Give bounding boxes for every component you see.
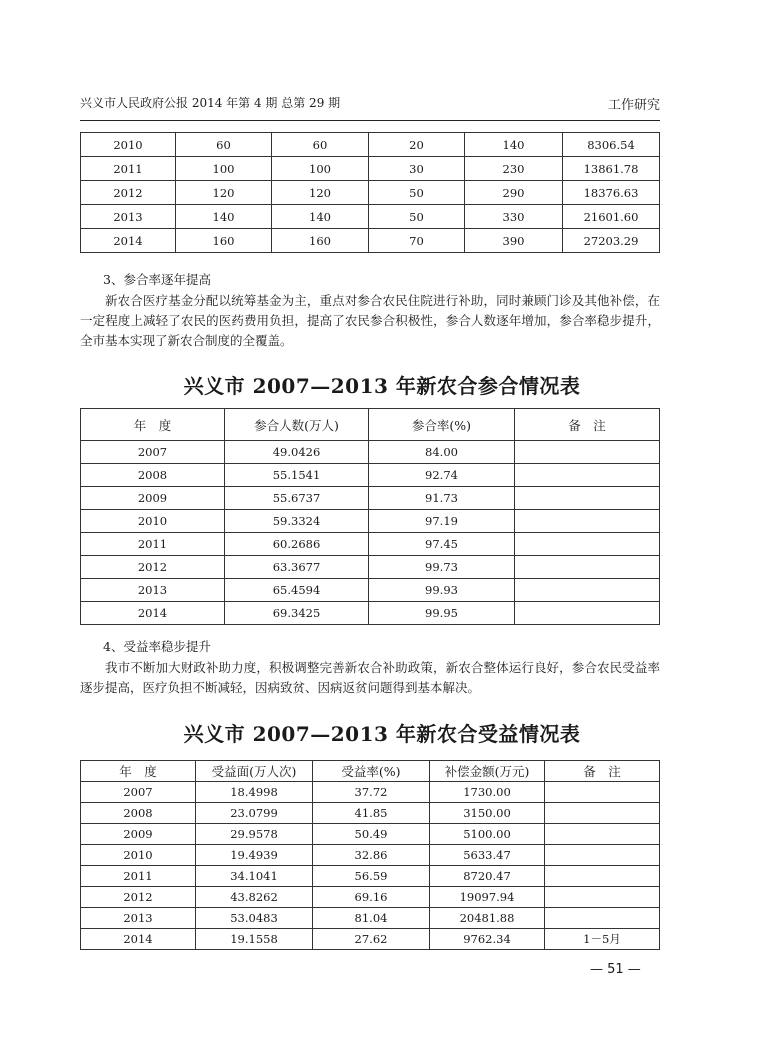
table-cell: 140 — [465, 133, 563, 157]
table-cell: 2008 — [81, 803, 196, 824]
table-cell: 2012 — [81, 887, 196, 908]
table-row — [81, 845, 660, 866]
table-cell: 56.59 — [313, 866, 430, 887]
table-cell: 30 — [369, 157, 465, 181]
table-cell: 390 — [465, 229, 563, 253]
section-label: 工作研究 — [607, 98, 660, 113]
journal-title: 兴义市人民政府公报 2014 年第 4 期 总第 29 期 — [80, 96, 341, 110]
table-cell: 92.74 — [369, 464, 515, 487]
table-cell: 81.04 — [313, 908, 430, 929]
table-row — [81, 602, 660, 625]
table-cell: 70 — [369, 229, 465, 253]
table-cell: 37.72 — [313, 782, 430, 803]
table-cell: 2011 — [81, 157, 176, 181]
table-cell — [515, 464, 660, 487]
table-row — [81, 181, 660, 205]
table-cell: 60 — [176, 133, 272, 157]
table-cell: 330 — [465, 205, 563, 229]
table-cell: 9762.34 — [430, 929, 545, 950]
table-row — [81, 205, 660, 229]
table-cell: 63.3677 — [225, 556, 369, 579]
table-header-row — [81, 409, 660, 441]
table-row — [81, 533, 660, 556]
column-header: 参合率(%) — [369, 409, 515, 441]
table-cell: 8720.47 — [430, 866, 545, 887]
table-row — [81, 887, 660, 908]
table-cell: 2010 — [81, 845, 196, 866]
table-cell: 59.3324 — [225, 510, 369, 533]
table-cell: 20 — [369, 133, 465, 157]
table-row — [81, 579, 660, 602]
column-header: 年 度 — [81, 409, 225, 441]
table-cell: 100 — [176, 157, 272, 181]
table-cell: 32.86 — [313, 845, 430, 866]
table-cell — [515, 487, 660, 510]
table-cell — [515, 441, 660, 464]
table-cell: 2012 — [81, 181, 176, 205]
table-cell: 2010 — [81, 510, 225, 533]
table-cell: 8306.54 — [563, 133, 660, 157]
table-cell: 69.16 — [313, 887, 430, 908]
table-row — [81, 782, 660, 803]
table-cell: 18.4998 — [196, 782, 313, 803]
table-cell: 2014 — [81, 229, 176, 253]
table-cell: 2009 — [81, 824, 196, 845]
table-cell: 34.1041 — [196, 866, 313, 887]
table-row — [81, 866, 660, 887]
table-row — [81, 487, 660, 510]
table-row — [81, 908, 660, 929]
table-cell: 160 — [272, 229, 369, 253]
table-row — [81, 133, 660, 157]
table-cell — [515, 510, 660, 533]
table-cell: 2013 — [81, 579, 225, 602]
table-cell: 160 — [176, 229, 272, 253]
table-cell: 43.8262 — [196, 887, 313, 908]
table-cell: 2014 — [81, 602, 225, 625]
table-row — [81, 556, 660, 579]
table-cell: 2013 — [81, 908, 196, 929]
table-cell: 230 — [465, 157, 563, 181]
table-cell: 27.62 — [313, 929, 430, 950]
table-cell: 2011 — [81, 533, 225, 556]
table-cell — [515, 579, 660, 602]
column-header: 备 注 — [545, 761, 660, 782]
column-header: 受益率(%) — [313, 761, 430, 782]
table-cell: 19.1558 — [196, 929, 313, 950]
table-cell: 41.85 — [313, 803, 430, 824]
table-row — [81, 510, 660, 533]
page-header — [80, 94, 660, 116]
section-4-paragraph: 我市不断加大财政补助力度，积极调整完善新农合补助政策，新农合整体运行良好，参合农民受益率逐步提高，医疗负担不断减轻，因病致贫、因病返贫问题得到基本解决。 — [80, 660, 660, 695]
column-header: 备 注 — [515, 409, 660, 441]
table-cell: 290 — [465, 181, 563, 205]
funding-table-body — [81, 133, 660, 253]
table-cell: 5633.47 — [430, 845, 545, 866]
table-cell: 2009 — [81, 487, 225, 510]
table-cell: 99.93 — [369, 579, 515, 602]
table-cell: 120 — [272, 181, 369, 205]
page-number: — 51 — — [590, 962, 641, 977]
table-cell: 2007 — [81, 782, 196, 803]
table-cell: 97.45 — [369, 533, 515, 556]
table-cell: 13861.78 — [563, 157, 660, 181]
table-cell: 2011 — [81, 866, 196, 887]
table-row — [81, 824, 660, 845]
table-cell — [515, 556, 660, 579]
table-cell: 18376.63 — [563, 181, 660, 205]
column-header: 补偿金额(万元) — [430, 761, 545, 782]
table-cell: 53.0483 — [196, 908, 313, 929]
table-cell: 27203.29 — [563, 229, 660, 253]
table-row — [81, 229, 660, 253]
table-cell: 2010 — [81, 133, 176, 157]
table-cell — [545, 908, 660, 929]
table-cell: 2012 — [81, 556, 225, 579]
table-cell: 2007 — [81, 441, 225, 464]
table-cell: 2014 — [81, 929, 196, 950]
table-cell — [545, 845, 660, 866]
table-cell: 91.73 — [369, 487, 515, 510]
table-cell — [545, 803, 660, 824]
table-row — [81, 929, 660, 950]
table-cell: 21601.60 — [563, 205, 660, 229]
table-cell: 99.95 — [369, 602, 515, 625]
table-cell: 49.0426 — [225, 441, 369, 464]
table-cell: 19097.94 — [430, 887, 545, 908]
table-row — [81, 441, 660, 464]
table-cell: 97.19 — [369, 510, 515, 533]
table-cell: 84.00 — [369, 441, 515, 464]
table-cell — [515, 533, 660, 556]
table-cell: 99.73 — [369, 556, 515, 579]
table-cell: 140 — [272, 205, 369, 229]
table-cell — [545, 866, 660, 887]
table-cell: 2013 — [81, 205, 176, 229]
section-3-heading: 3、参合率逐年提高 — [103, 272, 211, 287]
table-cell: 120 — [176, 181, 272, 205]
table-cell: 1－5月 — [545, 929, 660, 950]
table-cell — [545, 887, 660, 908]
table-cell: 55.1541 — [225, 464, 369, 487]
table-cell — [545, 782, 660, 803]
funding-table — [80, 132, 660, 253]
section-3-paragraph: 新农合医疗基金分配以统筹基金为主，重点对参合农民住院进行补助，同时兼顾门诊及其他补偿，在一定程度上减轻了农民的医药费用负担，提高了农民参合积极性，参合人数逐年增加，参合率稳步提升，全市基本实现了新农合制度的全覆盖。 — [80, 293, 660, 348]
section-3-body — [80, 291, 660, 351]
table-cell: 60 — [272, 133, 369, 157]
table-cell: 5100.00 — [430, 824, 545, 845]
header-rule — [80, 120, 660, 121]
section-4-heading: 4、受益率稳步提升 — [103, 639, 211, 654]
table-cell: 1730.00 — [430, 782, 545, 803]
table-cell: 3150.00 — [430, 803, 545, 824]
table-cell: 50 — [369, 181, 465, 205]
table-cell: 50 — [369, 205, 465, 229]
column-header: 年 度 — [81, 761, 196, 782]
participation-table-title: 兴义市 2007—2013 年新农合参合情况表 — [183, 374, 581, 398]
table-cell: 69.3425 — [225, 602, 369, 625]
table-cell: 29.9578 — [196, 824, 313, 845]
table-cell: 140 — [176, 205, 272, 229]
table-row — [81, 803, 660, 824]
participation-table — [80, 408, 660, 625]
table-row — [81, 464, 660, 487]
table-cell: 65.4594 — [225, 579, 369, 602]
table-cell: 2008 — [81, 464, 225, 487]
table-cell: 60.2686 — [225, 533, 369, 556]
column-header: 受益面(万人次) — [196, 761, 313, 782]
table-row — [81, 157, 660, 181]
table-cell — [545, 824, 660, 845]
benefit-table — [80, 760, 660, 950]
table-cell: 50.49 — [313, 824, 430, 845]
table-cell: 23.0799 — [196, 803, 313, 824]
table-header-row — [81, 761, 660, 782]
table-cell: 100 — [272, 157, 369, 181]
section-4-body — [80, 658, 660, 698]
benefit-table-title: 兴义市 2007—2013 年新农合受益情况表 — [183, 722, 581, 746]
column-header: 参合人数(万人) — [225, 409, 369, 441]
table-cell: 55.6737 — [225, 487, 369, 510]
table-cell — [515, 602, 660, 625]
table-cell: 20481.88 — [430, 908, 545, 929]
table-cell: 19.4939 — [196, 845, 313, 866]
